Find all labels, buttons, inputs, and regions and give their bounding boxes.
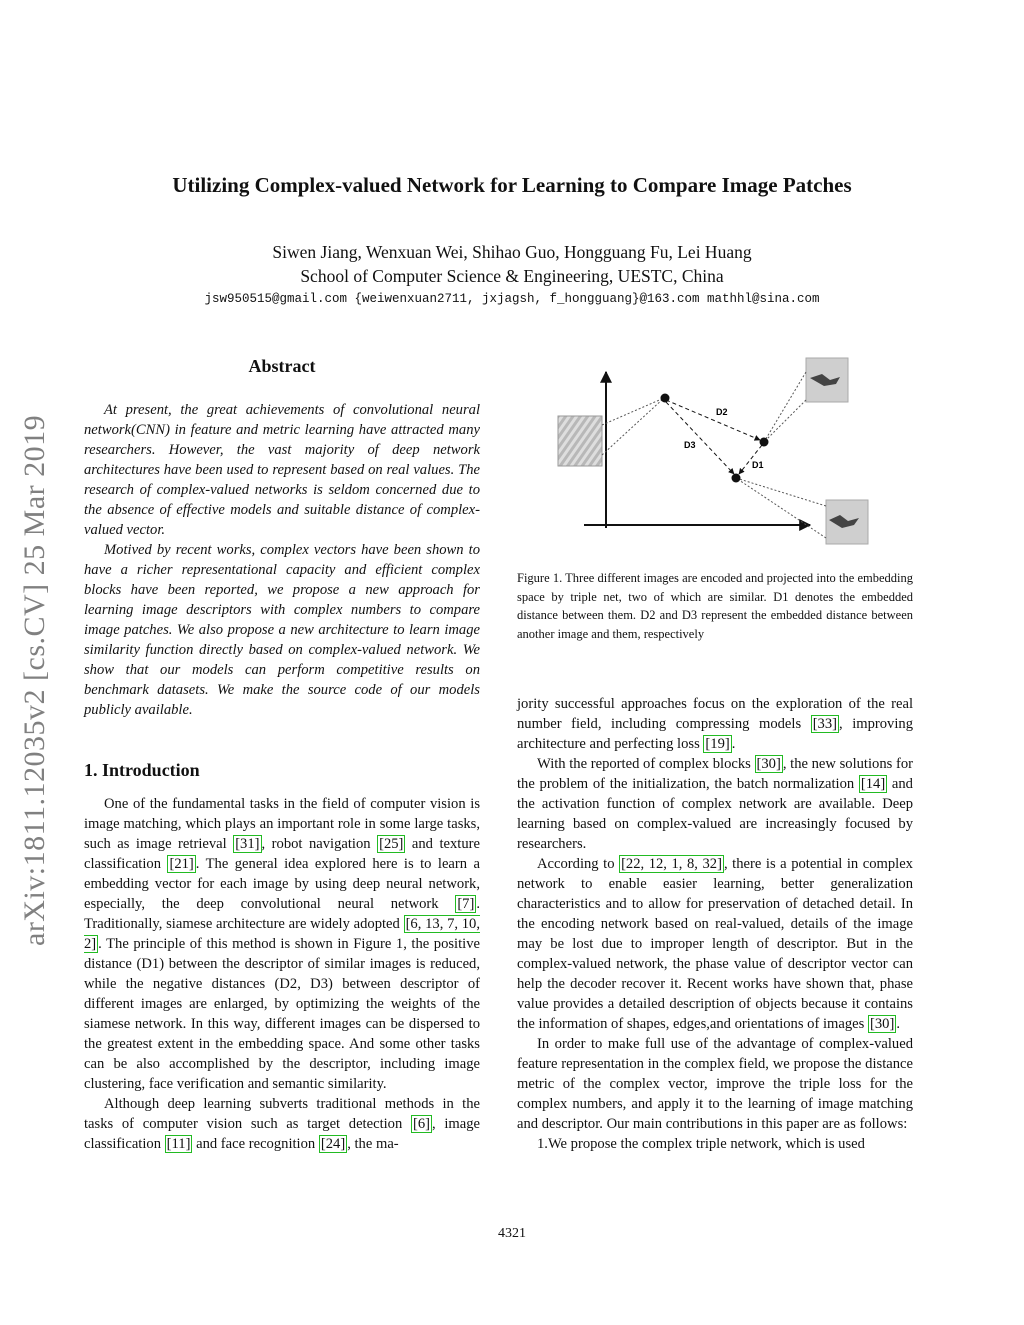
author-emails: jsw950515@gmail.com {weiwenxuan2711, jxjagsh, f_hongguang}@163.com mathhl@sina.com xyxy=(204,292,820,306)
intro-paragraph-3: With the reported of complex blocks [30] , the new solutions for the problem of the initialization, the batch normalization [14] and the activation function of complex network are available. Deep learning based on complex-valued are increasingly focused by researchers. xyxy=(517,756,913,852)
paper-title: Utilizing Complex-valued Network for Learning to Compare Image Patches xyxy=(172,173,852,197)
intro-paragraph-2-continued: jority successful approaches focus on the exploration of the real number field, including compressing models [33] , improving architecture and perfecting loss [19] . xyxy=(517,696,914,752)
label-d2: D2 xyxy=(716,407,728,417)
abstract-paragraph: Motived by recent works, complex vectors have been shown to have a richer representational capacity and efficient complex blocks have been reported, we propose a new approach for learning image descriptors with complex numbers to compare image patches. We also propose a new architecture to learn image similarity function directly based on complex-valued network. We show that our models can perform competitive results on benchmark datasets. We make the source code of our models publicly available. xyxy=(84,542,480,718)
citation-link[interactable]: [30] xyxy=(756,756,781,772)
projection-line xyxy=(602,398,664,455)
figure-1-caption: Figure 1. Three different images are encoded and projected into the embedding space by triple net, two of which are similar. D1 denotes the embedded distance between them. D2 and D3 represent the embedded distance between another image and them, respectively xyxy=(517,571,913,641)
citation-link[interactable]: [25] xyxy=(379,836,404,852)
projection-line xyxy=(736,478,826,538)
page-number: 4321 xyxy=(498,1226,526,1241)
projection-line xyxy=(602,398,664,425)
abstract-body xyxy=(84,400,480,720)
author-names: Siwen Jiang, Wenxuan Wei, Shihao Guo, Hongguang Fu, Lei Huang xyxy=(272,242,752,262)
intro-paragraph-4: According to [22, 12, 1, 8, 32] , there is a potential in complex network to enable easier learning, better generalization characteristics and to allow for preservation of detached detail. In the encoding network based on real-valued, details of the image may be lost due to improper length of descriptor. But in the complex-valued network, the phase value of descriptor vector can help the decoder recover it. Recent works have shown that, phase value provides a detailed description of objects because it contains the information of shapes, edges,and orientations of images [30] . xyxy=(517,856,913,1032)
citation-link[interactable]: [6] xyxy=(412,1116,430,1132)
image-patch-left xyxy=(558,416,602,466)
abstract-heading: Abstract xyxy=(248,356,316,376)
intro-paragraph-5: In order to make full use of the advantage of complex-valued feature representation in the complex field, we propose the distance metric of the complex vector, improve the triple loss for the complex numbers, and apply it to the learning of image matching and descriptor. Our main contributions in this paper are as follows: xyxy=(517,1036,913,1132)
citation-link[interactable]: [21] xyxy=(169,856,194,872)
citation-link[interactable]: [19] xyxy=(705,736,730,752)
intro-paragraph-2: Although deep learning subverts traditional methods in the tasks of computer vision such as target detection [6] , image classification [11] and face recognition [24] , the ma- xyxy=(84,1096,480,1152)
introduction-left-column xyxy=(84,794,480,1154)
distance-d2-line xyxy=(666,400,760,440)
affiliation: School of Computer Science & Engineering, UESTC, China xyxy=(300,266,724,286)
embedding-point xyxy=(661,394,670,403)
introduction-right-column xyxy=(517,694,913,1154)
citation-link[interactable]: [14] xyxy=(860,776,886,792)
citation-link[interactable]: [22, 12, 1, 8, 32] xyxy=(621,856,722,872)
abstract-paragraph: At present, the great achievements of convolutional neural network(CNN) in feature and metric learning have attracted many researchers. However, the vast majority of deep network architectures have been used to represent based on real values. The research of complex-valued networks is seldom concerned due to the absence of effective models and suitable distance of complex-valued vector. xyxy=(84,402,480,538)
author-block xyxy=(0,240,1024,288)
section-heading-introduction: 1. Introduction xyxy=(84,760,200,780)
intro-paragraph-6: 1.We propose the complex triple network, which is used xyxy=(537,1136,865,1152)
arxiv-stamp: arXiv:1811.12035v2 [cs.CV] 25 Mar 2019 xyxy=(18,414,51,946)
citation-link[interactable]: [6, 13, 7, 10, 2] xyxy=(84,916,480,952)
intro-paragraph-1: One of the fundamental tasks in the field of computer vision is image matching, which plays an important role in some large tasks, such as image retrieval [31] , robot navigation [25] and texture classification [21] . The general idea explored here is to learn a embedding vector for each image by using deep neural network, especially, the deep convolutional neural network [7] . Traditionally, siamese architecture are widely adopted [6, 13, 7, 10, 2] . The principle of this method is shown in Figure 1, the positive distance (D1) between the descriptor of similar images is reduced, while the negative distances (D2, D3) between descriptor of different images are enlarged, by optimizing the weights of the siamese network. In this way, different images can be dispersed to the greatest extent in the embedding space. And some other tasks can be also accomplished by the descriptor, including image clustering, face verification and semantic similarity. xyxy=(84,796,480,1092)
citation-link[interactable]: [30] xyxy=(869,1016,895,1032)
citation-link[interactable]: [24] xyxy=(320,1136,346,1152)
embedding-point xyxy=(732,474,741,483)
citation-link[interactable]: [31] xyxy=(235,836,260,852)
embedding-point xyxy=(760,438,769,447)
label-d1: D1 xyxy=(752,460,764,470)
citation-link[interactable]: [11] xyxy=(166,1136,191,1152)
citation-link[interactable]: [7] xyxy=(457,896,475,912)
label-d3: D3 xyxy=(684,440,696,450)
citation-link[interactable]: [33] xyxy=(812,716,838,732)
projection-line xyxy=(736,478,826,506)
figure-1-diagram xyxy=(548,350,918,565)
